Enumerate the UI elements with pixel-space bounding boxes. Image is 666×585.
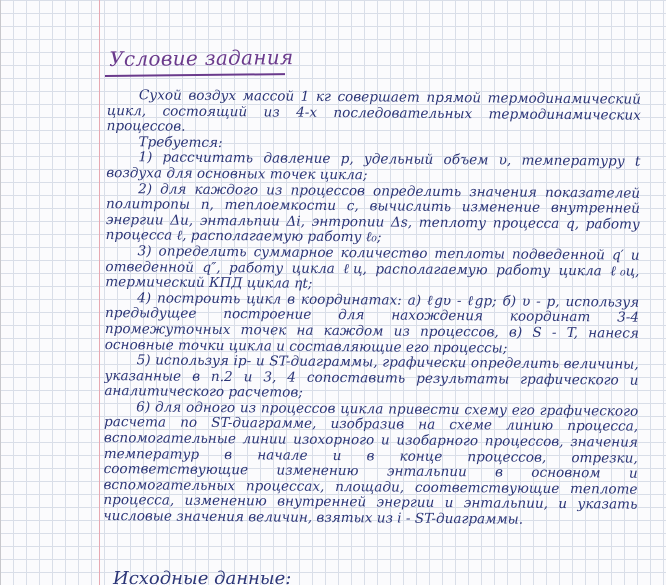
handwritten-body — [103, 88, 641, 529]
task-item-6: 6) для одного из процессов цикла привести схему его графического расчета по ST-диаграмме, изобразив на схеме линию процесса, вспомогательные линии изохорного и изобарного процессов, значения температур в начале и в конце процессов, отрезки, соответствующие изменению энтальпии в основном и вспомогательных процессах, площади, соответствующие теплоте процесса, изменению внутренней энергии и энтальпии, и указать числовые значения величин, взятых из i - ST-диаграммы. — [103, 399, 639, 528]
required-label: Требуется: — [138, 134, 223, 151]
initial-data-heading: Исходные данные: — [113, 568, 292, 585]
intro-paragraph: Сухой воздух массой 1 кг совершает прямой термодинамический цикл, состоящий из 4-х последовательных термодинамических процессов. — [106, 87, 641, 135]
page-heading: Условие задания — [109, 45, 294, 71]
task-item-3: 3) определить суммарное количество теплоты подведенной q′ и отведенной q″, работу цикла ℓц, располагаемую работу цикла ℓ₀ц, термический КПД цикла ηt; — [105, 243, 640, 292]
task-item-1: 1) рассчитать давление р, удельный объем υ, температуру t воздуха для основных точек цикла; — [106, 149, 641, 184]
heading-underline — [105, 73, 285, 77]
margin-line — [99, 0, 100, 585]
task-item-2: 2) для каждого из процессов определить значения показателей политропы n, теплоемкости c, вычислить изменение внутренней энергии Δu, энтальпии Δi, энтропии Δs, теплоту процесса q, работу процесса ℓ, располагаемую работу ℓ₀; — [105, 180, 641, 246]
task-item-4: 4) построить цикл в координатах: а) ℓgυ - ℓgр; б) υ - р, используя предыдущее построение для нахождения координат 3-4 промежуточных точек на каждом из процессов, в) S - T, нанеся основные точки цикла и составляющие его процессы; — [104, 289, 640, 357]
task-item-5: 5) используя ip- и ST-диаграммы, графически определить величины, указанные в п.2 и 3, 4 сопоставить результаты графического и аналитического расчетов; — [104, 352, 639, 402]
